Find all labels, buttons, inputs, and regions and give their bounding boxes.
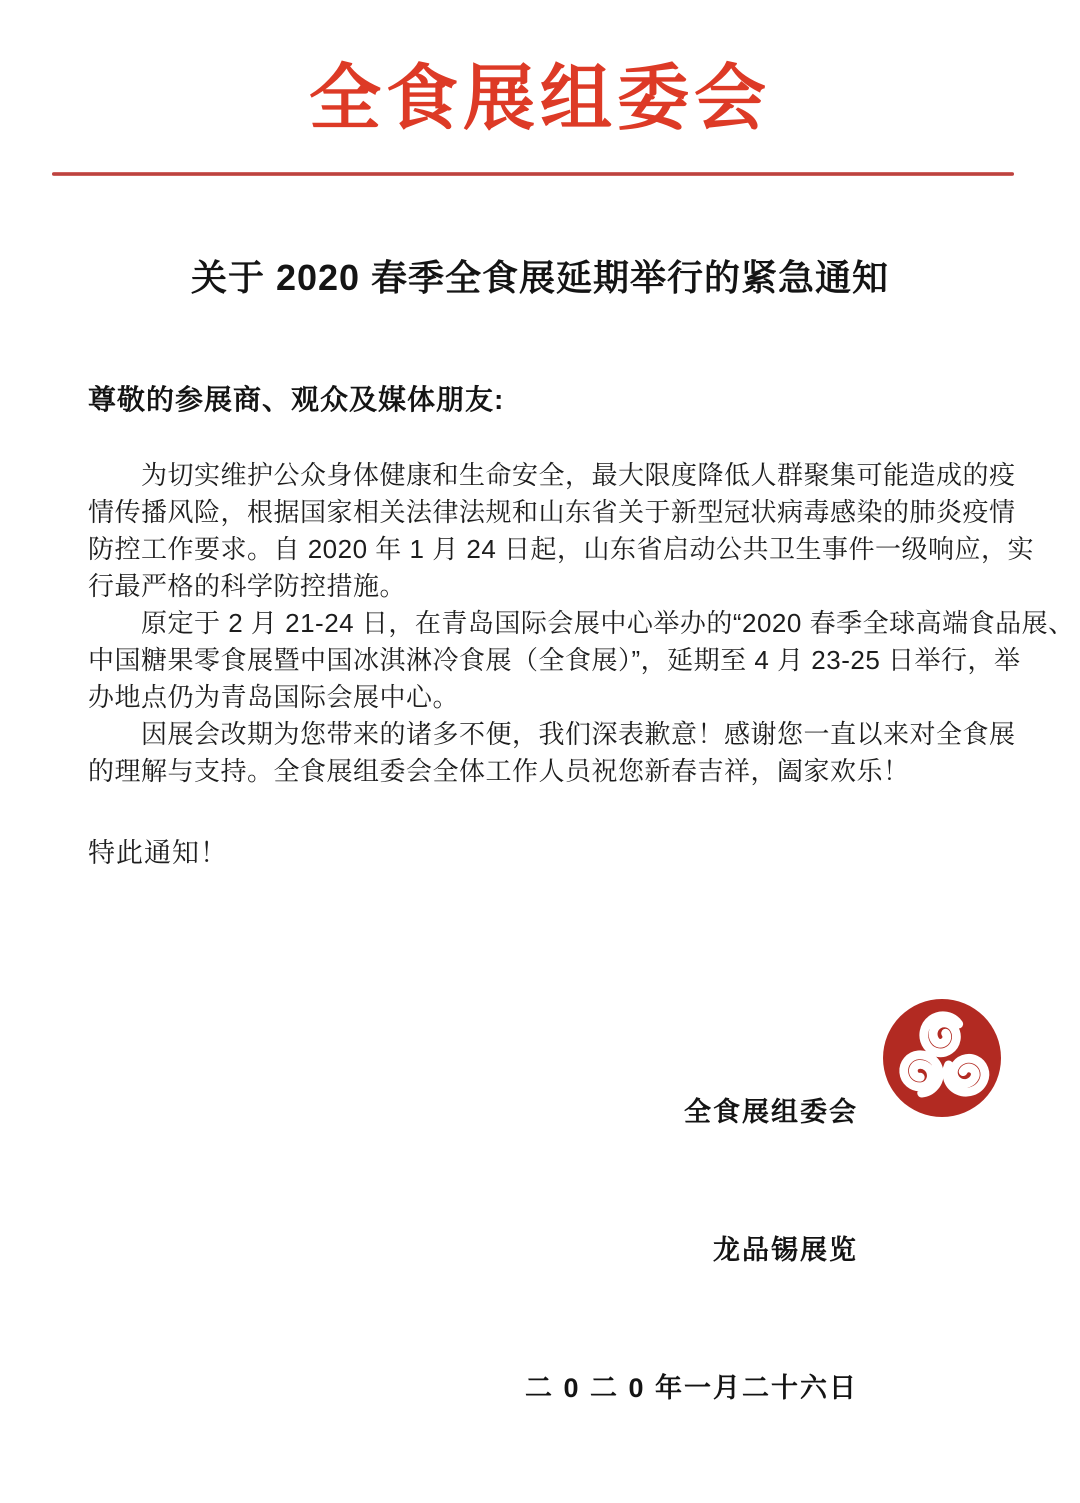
text-line: 防控工作要求。自 2020 年 1 月 24 日起，山东省启动公共卫生事件一级响应，实 [88, 534, 1035, 564]
text-line: 原定于 2 月 21-24 日，在青岛国际会展中心举办的“2020 春季全球高端食品展、 [88, 608, 1075, 638]
signature-block [525, 997, 858, 1503]
text-line: 的理解与支持。全食展组委会全体工作人员祝您新春吉祥，阖家欢乐！ [88, 756, 910, 786]
signature-date: 二 0 二 0 年一月二十六日 [524, 1373, 858, 1403]
signature-organization: 全食展组委会 [684, 1097, 858, 1127]
organization-header: 全食展组委会 [308, 59, 771, 139]
text-line: 中国糖果零食展暨中国冰淇淋冷食展（全食展）”，延期至 4 月 23-25 日举行，举 [88, 645, 1021, 675]
paragraph-epidemic-response [88, 457, 1035, 605]
text-line: 办地点仍为青岛国际会展中心。 [88, 682, 460, 712]
text-line: 行最严格的科学防控措施。 [88, 571, 407, 601]
paragraph-apology [88, 716, 1016, 790]
notice-body [88, 457, 1075, 790]
red-divider-line [52, 172, 1014, 176]
paragraph-postponement-details [88, 605, 1075, 716]
text-line: 情传播风险，根据国家相关法律法规和山东省关于新型冠状病毒感染的肺炎疫情 [88, 497, 1016, 527]
closing-note: 特此通知！ [88, 838, 228, 868]
salutation-line: 尊敬的参展商、观众及媒体朋友: [88, 384, 505, 415]
text-line: 因展会改期为您带来的诸多不便，我们深表歉意！感谢您一直以来对全食展 [88, 719, 1016, 749]
signature-company: 龙品锡展览 [713, 1235, 858, 1265]
document-title: 关于 2020 春季全食展延期举行的紧急通知 [190, 257, 890, 298]
longpinxi-swirl-logo-icon [882, 998, 1002, 1118]
text-line: 为切实维护公众身体健康和生命安全，最大限度降低人群聚集可能造成的疫 [88, 460, 1016, 490]
